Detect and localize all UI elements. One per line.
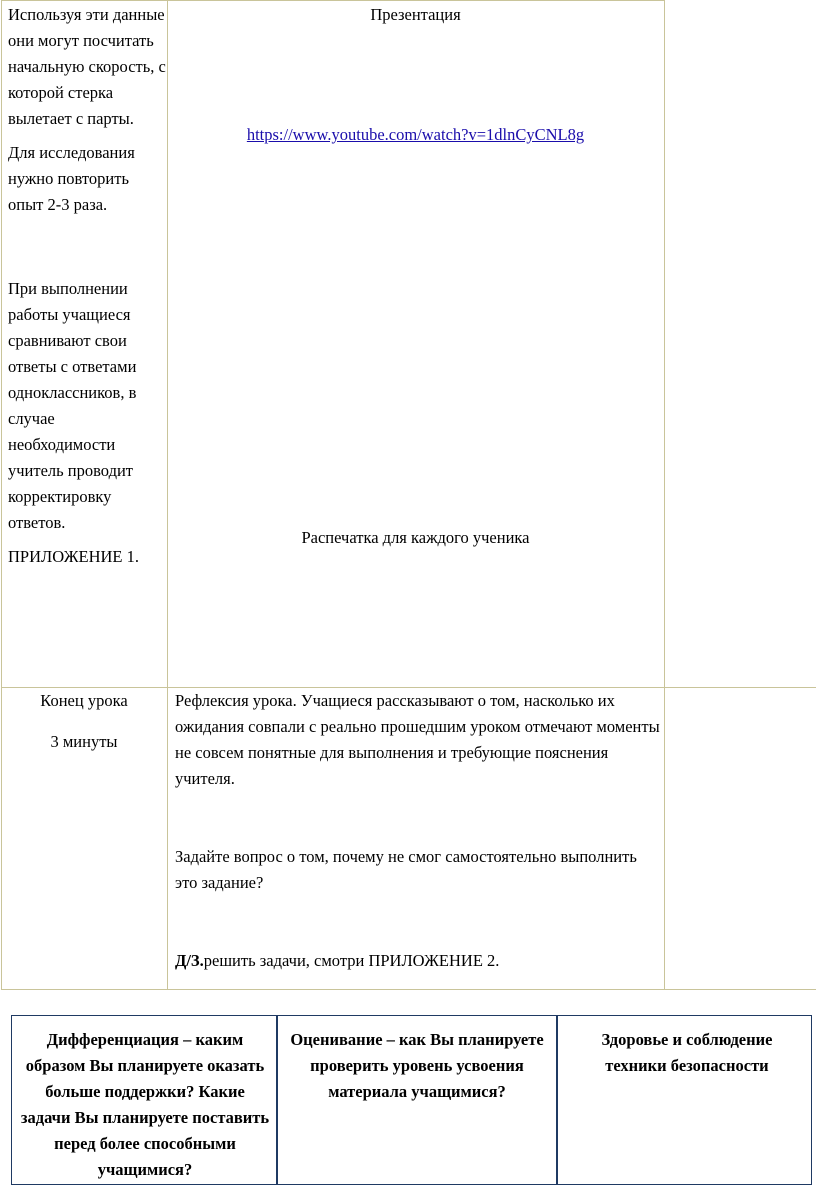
compare-answers-text: При выполнении работы учащиеся сравнивают свои ответы с ответами одноклассников, в случае необходимости учитель проводит корректировку ответов. (8, 279, 137, 532)
table-bottom-border (1, 989, 816, 990)
reflection-text: Рефлексия урока. Учащиеся рассказывают о том, насколько их ожидания совпали с реально прошедшим уроком отмечают моменты не совсем понятные для выполнения и требующие пояснения учителя. (175, 691, 660, 788)
row2-right-cell (175, 688, 660, 974)
homework-text: решить задачи, смотри ПРИЛОЖЕНИЕ 2. (203, 951, 500, 970)
table-left-border (1, 0, 2, 990)
homework-label: Д/З. (175, 951, 204, 970)
table-col-divider-2 (664, 0, 665, 990)
table-col-divider-1 (167, 0, 168, 990)
appendix-1-label: ПРИЛОЖЕНИЕ 1. (8, 547, 139, 566)
homework-line (175, 948, 660, 974)
planning-col-divider-1 (276, 1016, 278, 1184)
calc-speed-text: Используя эти данные они могут посчитать начальную скорость, с которой стерка вылетает с парты. (8, 5, 166, 128)
repeat-experiment-text: Для исследования нужно повторить опыт 2-3 раза. (8, 143, 135, 214)
stage-label: Конец урока (40, 691, 128, 710)
duration-label: 3 минуты (50, 732, 118, 751)
table-top-border (1, 0, 665, 1)
row1-left-cell (8, 2, 166, 570)
planning-col-divider-2 (556, 1016, 558, 1184)
youtube-link[interactable]: https://www.youtube.com/watch?v=1dlnCyCNL8g (246, 125, 585, 144)
differentiation-header: Дифференциация – каким образом Вы планируете оказать больше поддержки? Какие задачи Вы планируете поставить перед более способными учащимися? (20, 1030, 270, 1179)
youtube-link-cell (167, 122, 664, 148)
handout-label: Распечатка для каждого ученика (301, 528, 530, 547)
planning-table (11, 1015, 812, 1185)
health-safety-header: Здоровье и соблюдение техники безопасности (601, 1030, 773, 1075)
presentation-label: Презентация (370, 5, 461, 24)
assessment-header: Оценивание – как Вы планируете проверить уровень усвоения материала учащимися? (290, 1030, 544, 1101)
question-text: Задайте вопрос о том, почему не смог самостоятельно выполнить это задание? (175, 847, 637, 892)
